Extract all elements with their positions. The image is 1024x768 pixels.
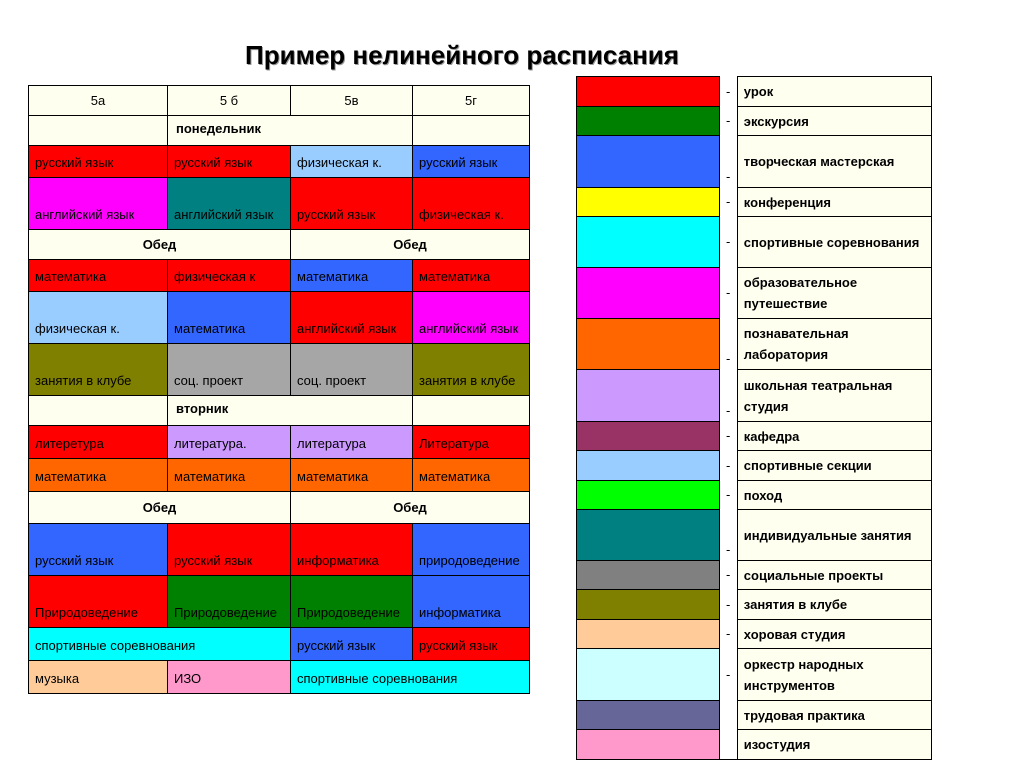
legend-row	[577, 649, 932, 701]
table-cell: литература	[291, 426, 413, 459]
legend-label: изостудия	[737, 730, 931, 760]
color-swatch	[577, 136, 720, 188]
legend-row	[577, 590, 932, 620]
table-cell: русский язык	[413, 628, 530, 661]
table-row	[29, 260, 530, 292]
legend-dash: -	[719, 422, 737, 451]
color-swatch	[577, 370, 720, 422]
table-cell: физическая к.	[413, 178, 530, 230]
table-cell: русский язык	[29, 146, 168, 178]
color-swatch	[577, 730, 720, 760]
legend-row	[577, 217, 932, 268]
legend-row	[577, 77, 932, 107]
legend-dash: -	[719, 370, 737, 422]
lunch-label: Обед	[29, 230, 291, 260]
table-row	[29, 576, 530, 628]
table-cell: русский язык	[291, 178, 413, 230]
color-swatch	[577, 77, 720, 107]
legend-row	[577, 370, 932, 422]
table-cell: английский язык	[29, 178, 168, 230]
color-swatch	[577, 451, 720, 481]
header-cell: 5в	[291, 86, 413, 116]
empty-cell	[29, 396, 168, 426]
table-cell: английский язык	[291, 292, 413, 344]
table-row	[29, 292, 530, 344]
lunch-row	[29, 230, 530, 260]
legend-label: спортивные секции	[737, 451, 931, 481]
table-cell: физическая к.	[291, 146, 413, 178]
color-swatch	[577, 107, 720, 136]
color-swatch	[577, 510, 720, 561]
table-row	[29, 146, 530, 178]
empty-cell	[29, 116, 168, 146]
legend-label: школьная театральная студия	[737, 370, 931, 422]
day-label: вторник	[168, 396, 413, 426]
legend-dash: -	[719, 481, 737, 510]
table-cell: русский язык	[168, 146, 291, 178]
table-cell: математика	[168, 459, 291, 492]
legend-dash: -	[719, 77, 737, 107]
legend-label: урок	[737, 77, 931, 107]
legend-dash: -	[719, 590, 737, 620]
color-swatch	[577, 649, 720, 701]
header-cell: 5 б	[168, 86, 291, 116]
legend-dash: -	[719, 510, 737, 561]
legend-label: оркестр народных инструментов	[737, 649, 931, 701]
legend-dash: -	[719, 649, 737, 701]
table-cell: математика	[29, 459, 168, 492]
legend-label: экскурсия	[737, 107, 931, 136]
table-cell: английский язык	[168, 178, 291, 230]
color-swatch	[577, 319, 720, 370]
header-cell: 5г	[413, 86, 530, 116]
empty-cell	[413, 116, 530, 146]
table-cell: спортивные соревнования	[29, 628, 291, 661]
table-row	[29, 344, 530, 396]
table-cell: Природоведение	[291, 576, 413, 628]
legend-dash: -	[719, 136, 737, 188]
table-cell: математика	[291, 459, 413, 492]
color-swatch	[577, 590, 720, 620]
header-row	[29, 86, 530, 116]
day-row	[29, 396, 530, 426]
legend-row	[577, 451, 932, 481]
empty-cell	[413, 396, 530, 426]
color-swatch	[577, 217, 720, 268]
table-cell: Литература	[413, 426, 530, 459]
lunch-label: Обед	[291, 492, 530, 524]
table-row	[29, 661, 530, 694]
table-cell: русский язык	[413, 146, 530, 178]
table-cell: спортивные соревнования	[291, 661, 530, 694]
header-cell: 5а	[29, 86, 168, 116]
legend-label: занятия в клубе	[737, 590, 931, 620]
table-cell: музыка	[29, 661, 168, 694]
legend-row	[577, 422, 932, 451]
table-cell: информатика	[291, 524, 413, 576]
color-swatch	[577, 701, 720, 730]
table-cell: соц. проект	[291, 344, 413, 396]
schedule-table	[28, 85, 530, 694]
legend-row	[577, 730, 932, 760]
legend-row	[577, 136, 932, 188]
table-cell: литература.	[168, 426, 291, 459]
legend-dash: -	[719, 319, 737, 370]
table-cell: природоведение	[413, 524, 530, 576]
legend-label: конференция	[737, 188, 931, 217]
legend-label: поход	[737, 481, 931, 510]
legend-row	[577, 107, 932, 136]
legend-label: хоровая студия	[737, 620, 931, 649]
legend-label: социальные проекты	[737, 561, 931, 590]
table-row	[29, 459, 530, 492]
lunch-label: Обед	[29, 492, 291, 524]
table-row	[29, 426, 530, 459]
day-row	[29, 116, 530, 146]
table-cell: русский язык	[291, 628, 413, 661]
legend-dash	[719, 701, 737, 730]
table-cell: математика	[29, 260, 168, 292]
table-row	[29, 178, 530, 230]
table-cell: ИЗО	[168, 661, 291, 694]
legend-dash: -	[719, 561, 737, 590]
legend-dash: -	[719, 188, 737, 217]
legend-dash: -	[719, 451, 737, 481]
table-cell: занятия в клубе	[29, 344, 168, 396]
legend-label: творческая мастерская	[737, 136, 931, 188]
day-label: понедельник	[168, 116, 413, 146]
legend-label: спортивные соревнования	[737, 217, 931, 268]
legend-row	[577, 268, 932, 319]
table-cell: физическая к	[168, 260, 291, 292]
color-swatch	[577, 188, 720, 217]
legend-row	[577, 188, 932, 217]
color-swatch	[577, 620, 720, 649]
legend-row	[577, 319, 932, 370]
color-swatch	[577, 268, 720, 319]
legend-row	[577, 701, 932, 730]
legend-label: кафедра	[737, 422, 931, 451]
color-swatch	[577, 422, 720, 451]
lunch-row	[29, 492, 530, 524]
table-row	[29, 628, 530, 661]
table-cell: Природоведение	[29, 576, 168, 628]
table-row	[29, 524, 530, 576]
legend-dash	[719, 730, 737, 760]
legend-row	[577, 510, 932, 561]
table-cell: занятия в клубе	[413, 344, 530, 396]
table-cell: литеретура	[29, 426, 168, 459]
table-cell: математика	[291, 260, 413, 292]
lunch-label: Обед	[291, 230, 530, 260]
legend-label: трудовая практика	[737, 701, 931, 730]
legend-row	[577, 561, 932, 590]
legend-dash: -	[719, 107, 737, 136]
color-swatch	[577, 481, 720, 510]
legend-label: образовательное путешествие	[737, 268, 931, 319]
table-cell: Природоведение	[168, 576, 291, 628]
table-cell: математика	[413, 459, 530, 492]
legend-row	[577, 620, 932, 649]
legend-label: индивидуальные занятия	[737, 510, 931, 561]
legend-label: познавательная лаборатория	[737, 319, 931, 370]
color-swatch	[577, 561, 720, 590]
legend-row	[577, 481, 932, 510]
legend-dash: -	[719, 620, 737, 649]
table-cell: информатика	[413, 576, 530, 628]
table-cell: математика	[413, 260, 530, 292]
table-cell: математика	[168, 292, 291, 344]
table-cell: физическая к.	[29, 292, 168, 344]
legend-dash: -	[719, 268, 737, 319]
table-cell: соц. проект	[168, 344, 291, 396]
table-cell: русский язык	[168, 524, 291, 576]
legend-dash: -	[719, 217, 737, 268]
page-title: Пример нелинейного расписания	[245, 40, 679, 70]
table-cell: английский язык	[413, 292, 530, 344]
table-cell: русский язык	[29, 524, 168, 576]
legend-table	[576, 76, 932, 760]
